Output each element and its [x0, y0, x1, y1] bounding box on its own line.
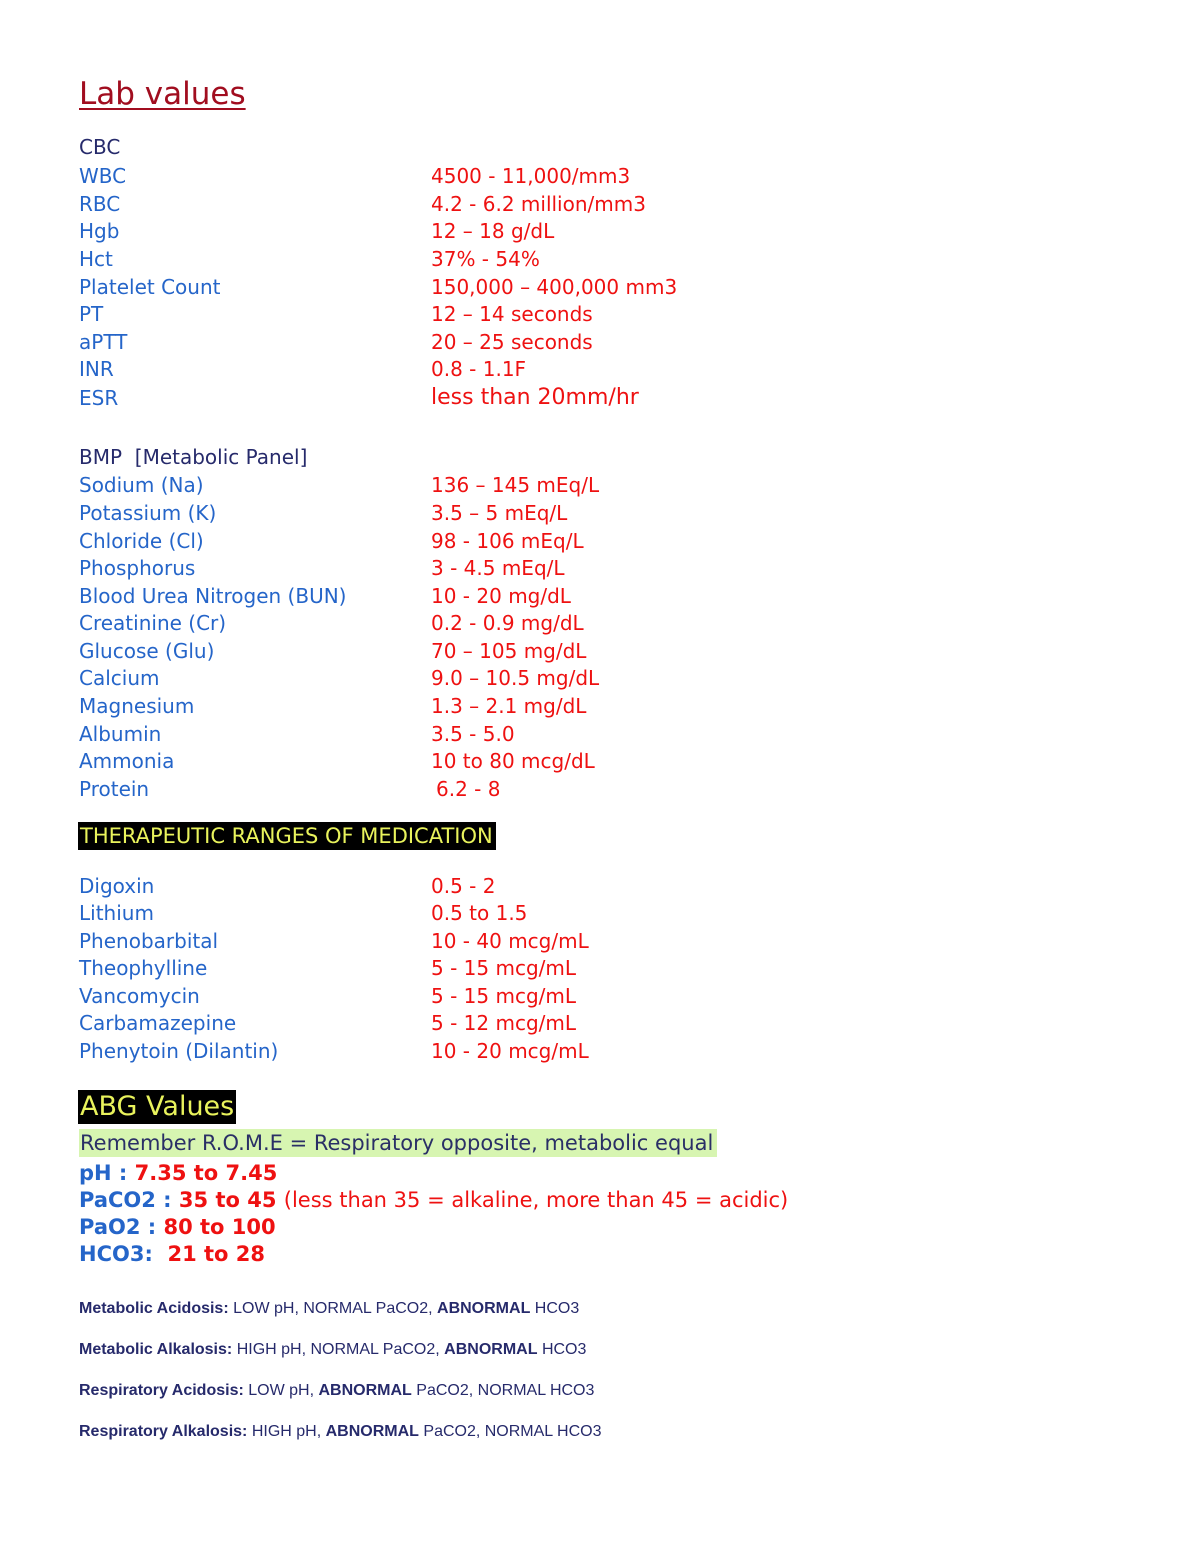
- condition-abnormal: ABNORMAL: [318, 1382, 412, 1399]
- condition-abnormal: ABNORMAL: [437, 1300, 531, 1317]
- bmp-name: Protein: [79, 777, 150, 801]
- cbc-name: WBC: [79, 164, 127, 188]
- bmp-value: 136 – 145 mEq/L: [431, 473, 600, 497]
- abg-ph-label: pH :: [79, 1161, 128, 1185]
- bmp-row: [79, 499, 1119, 527]
- page-title: Lab values: [79, 76, 246, 112]
- condition-abnormal: ABNORMAL: [325, 1423, 419, 1440]
- cbc-value: 12 – 18 g/dL: [431, 219, 555, 243]
- condition-line: [79, 1299, 579, 1319]
- med-value: 10 - 20 mcg/mL: [431, 1039, 589, 1063]
- cbc-value: 150,000 – 400,000 mm3: [431, 275, 678, 299]
- condition-label: Respiratory Acidosis:: [79, 1382, 244, 1399]
- abg-paco2-label: PaCO2 :: [79, 1188, 172, 1212]
- bmp-value: 98 - 106 mEq/L: [431, 529, 584, 553]
- bmp-name: Phosphorus: [79, 556, 196, 580]
- bmp-name: Potassium (K): [79, 501, 217, 525]
- med-value: 10 - 40 mcg/mL: [431, 929, 589, 953]
- condition-label: Metabolic Alkalosis:: [79, 1341, 233, 1358]
- condition-label: Metabolic Acidosis:: [79, 1300, 229, 1317]
- abg-paco2: [79, 1186, 788, 1214]
- abg-hco3-label: HCO3:: [79, 1242, 153, 1266]
- bmp-row: [79, 747, 1119, 775]
- med-row: [79, 982, 1119, 1010]
- bmp-subheading: [Metabolic Panel]: [134, 445, 308, 469]
- bmp-name: Albumin: [79, 722, 162, 746]
- med-row: [79, 1009, 1119, 1037]
- condition-part1: HIGH pH,: [251, 1423, 322, 1440]
- cbc-value: 37% - 54%: [431, 247, 540, 271]
- bmp-heading-label: BMP: [79, 445, 123, 469]
- cbc-row: [79, 217, 1119, 245]
- condition-line: [79, 1340, 586, 1360]
- cbc-value: 20 – 25 seconds: [431, 330, 593, 354]
- abg-heading: ABG Values: [80, 1091, 235, 1122]
- condition-part1: LOW pH,: [248, 1382, 315, 1399]
- med-value: 5 - 15 mcg/mL: [431, 956, 576, 980]
- bmp-row: [79, 692, 1119, 720]
- condition-label: Respiratory Alkalosis:: [79, 1423, 248, 1440]
- med-row: [79, 899, 1119, 927]
- cbc-value: 12 – 14 seconds: [431, 302, 593, 326]
- bmp-value: 6.2 - 8: [436, 777, 501, 801]
- bmp-row: [79, 775, 1119, 803]
- bmp-row: [79, 637, 1119, 665]
- bmp-name: Chloride (Cl): [79, 529, 204, 553]
- cbc-row: [79, 190, 1119, 218]
- cbc-name: Hgb: [79, 219, 120, 243]
- cbc-value: 4.2 - 6.2 million/mm3: [431, 192, 646, 216]
- bmp-heading: [79, 445, 307, 469]
- cbc-row: [79, 355, 1119, 383]
- cbc-row: [79, 245, 1119, 273]
- bmp-row: [79, 471, 1119, 499]
- bmp-name: Glucose (Glu): [79, 639, 215, 663]
- abg-paco2-note: (less than 35 = alkaline, more than 45 = acidic): [283, 1188, 789, 1212]
- med-name: Theophylline: [79, 956, 208, 980]
- cbc-name: Hct: [79, 247, 113, 271]
- abg-hco3: [79, 1240, 265, 1268]
- bmp-name: Creatinine (Cr): [79, 611, 227, 635]
- med-value: 5 - 12 mcg/mL: [431, 1011, 576, 1035]
- bmp-row: [79, 664, 1119, 692]
- bmp-row: [79, 582, 1119, 610]
- cbc-row: [79, 328, 1119, 356]
- condition-line: [79, 1422, 602, 1442]
- med-name: Phenytoin (Dilantin): [79, 1039, 279, 1063]
- cbc-value: less than 20mm/hr: [431, 385, 639, 410]
- cbc-row: [79, 162, 1119, 190]
- cbc-row: [79, 300, 1119, 328]
- bmp-row: [79, 554, 1119, 582]
- abg-pao2-value: 80 to 100: [163, 1215, 276, 1239]
- bmp-row: [79, 720, 1119, 748]
- med-name: Carbamazepine: [79, 1011, 237, 1035]
- bmp-value: 10 - 20 mg/dL: [431, 584, 571, 608]
- cbc-row: [79, 273, 1119, 301]
- med-name: Digoxin: [79, 874, 155, 898]
- condition-part2: HCO3: [534, 1300, 580, 1317]
- abg-pao2: [79, 1213, 276, 1241]
- abg-hco3-value: 21 to 28: [167, 1242, 266, 1266]
- med-name: Phenobarbital: [79, 929, 219, 953]
- condition-part1: LOW pH, NORMAL PaCO2,: [233, 1300, 433, 1317]
- abg-ph: [79, 1159, 277, 1187]
- bmp-name: Magnesium: [79, 694, 195, 718]
- bmp-row: [79, 527, 1119, 555]
- cbc-name: RBC: [79, 192, 121, 216]
- bmp-value: 0.2 - 0.9 mg/dL: [431, 611, 584, 635]
- med-name: Lithium: [79, 901, 154, 925]
- bmp-value: 3 - 4.5 mEq/L: [431, 556, 565, 580]
- bmp-value: 70 – 105 mg/dL: [431, 639, 587, 663]
- condition-part2: PaCO2, NORMAL HCO3: [423, 1423, 602, 1440]
- cbc-name: aPTT: [79, 330, 128, 354]
- cbc-value: 0.8 - 1.1F: [431, 357, 527, 381]
- bmp-name: Sodium (Na): [79, 473, 204, 497]
- med-value: 5 - 15 mcg/mL: [431, 984, 576, 1008]
- med-value: 0.5 - 2: [431, 874, 496, 898]
- condition-part2: PaCO2, NORMAL HCO3: [416, 1382, 595, 1399]
- rome-mnemonic: Remember R.O.M.E = Respiratory opposite, metabolic equal: [79, 1129, 717, 1157]
- cbc-row: [79, 384, 1119, 412]
- med-row: [79, 954, 1119, 982]
- bmp-value: 3.5 – 5 mEq/L: [431, 501, 568, 525]
- abg-ph-value: 7.35 to 7.45: [134, 1161, 278, 1185]
- cbc-name: Platelet Count: [79, 275, 221, 299]
- condition-part1: HIGH pH, NORMAL PaCO2,: [236, 1341, 440, 1358]
- abg-pao2-label: PaO2 :: [79, 1215, 157, 1239]
- bmp-row: [79, 609, 1119, 637]
- therapeutic-heading: THERAPEUTIC RANGES OF MEDICATION: [78, 822, 496, 850]
- med-value: 0.5 to 1.5: [431, 901, 528, 925]
- med-row: [79, 1037, 1119, 1065]
- med-row: [79, 872, 1119, 900]
- cbc-name: ESR: [79, 386, 119, 410]
- bmp-value: 3.5 - 5.0: [431, 722, 515, 746]
- cbc-name: INR: [79, 357, 114, 381]
- cbc-heading: CBC: [79, 135, 121, 159]
- condition-abnormal: ABNORMAL: [444, 1341, 538, 1358]
- bmp-value: 9.0 – 10.5 mg/dL: [431, 666, 600, 690]
- cbc-value: 4500 - 11,000/mm3: [431, 164, 631, 188]
- med-row: [79, 927, 1119, 955]
- abg-paco2-value: 35 to 45: [178, 1188, 277, 1212]
- bmp-value: 1.3 – 2.1 mg/dL: [431, 694, 587, 718]
- bmp-value: 10 to 80 mcg/dL: [431, 749, 595, 773]
- med-name: Vancomycin: [79, 984, 200, 1008]
- bmp-name: Calcium: [79, 666, 160, 690]
- bmp-name: Ammonia: [79, 749, 175, 773]
- cbc-name: PT: [79, 302, 104, 326]
- condition-part2: HCO3: [541, 1341, 587, 1358]
- condition-line: [79, 1381, 594, 1401]
- bmp-name: Blood Urea Nitrogen (BUN): [79, 584, 347, 608]
